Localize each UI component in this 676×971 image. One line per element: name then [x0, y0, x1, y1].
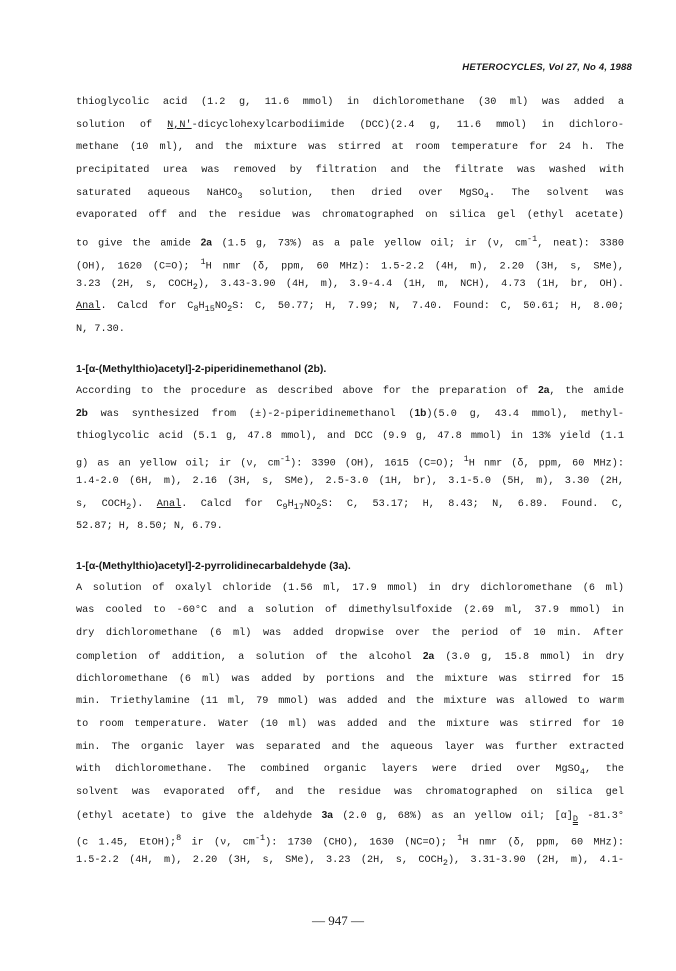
text-line: with dichloromethane. The combined organic layers were dried over MgSO$_4$, the — [76, 764, 624, 778]
text-line: thioglycolic acid (5.1 g, 47.8 mmol), and DCC (9.9 g, 47.8 mmol) in 13% yield (1.1 — [76, 430, 624, 442]
text-line: A solution of oxalyl chloride (1.56 ml, 17.9 mmol) in dry dichloromethane (6 ml) — [76, 582, 624, 594]
section-heading: 1-[α-(Methylthio)acetyl]-2-pyrrolidinecarbaldehyde (3a). — [76, 560, 351, 573]
text-line: According to the procedure as described above for the preparation of 2a, the amide — [76, 385, 624, 398]
text-line: 1.5-2.2 (4H, m), 2.20 (3H, s, SMe), 3.23 (2H, s, $COCH_2$), 3.31-3.90 (2H, m), 4.1- — [76, 855, 625, 869]
text-line: Anal. Calcd for $C_8H_{15}NO_2S$: C, 50.77; H, 7.99; N, 7.40. Found: C, 50.61; H, 8.00; — [76, 301, 625, 315]
text-line: (OH), 1620 (C=O); $^1$H nmr (δ, ppm, 60 MHz): 1.5-2.2 (4H, m), 2.20 (3H, s, SMe), — [76, 256, 625, 273]
text-line: 52.87; H, 8.50; N, 6.79. — [76, 521, 223, 533]
text-line: completion of addition, a solution of the alcohol 2a (3.0 g, 15.8 mmol) in dry — [76, 650, 624, 663]
text-line: dichloromethane (6 ml) was added by portions and the mixture was stirred for 15 — [76, 673, 624, 685]
text-line: saturated aqueous NaHCO$_3$ solution, then dried over MgSO$_4$. The solvent was — [76, 187, 624, 201]
text-line: was cooled to -60°C and a solution of dimethylsulfoxide (2.69 ml, 37.9 mmol) in — [76, 605, 624, 617]
text-line: solution of N,N′-dicyclohexylcarbodiimide (DCC)(2.4 g, 11.6 mmol) in dichloro- — [76, 119, 624, 131]
text-line: min. Triethylamine (11 ml, 79 mmol) was added and the mixture was allowed to warm — [76, 696, 624, 708]
text-line: to give the amide 2a (1.5 g, 73%) as a pale yellow oil; ir (ν, $cm^{-1}$, neat): 3380 — [76, 234, 624, 250]
text-line: s, $COCH_2$). Anal. Calcd for $C_9H_{17}NO_2S$: C, 53.17; H, 8.43; N, 6.89. Found. C, — [76, 498, 624, 512]
text-line: dry dichloromethane (6 ml) was added dropwise over the period of 10 min. After — [76, 628, 624, 640]
text-line: thioglycolic acid (1.2 g, 11.6 mmol) in dichloromethane (30 ml) was added a — [76, 97, 624, 108]
text-line: methane (10 ml), and the mixture was stirred at room temperature for 24 h. The — [76, 142, 624, 154]
text-line: precipitated urea was removed by filtration and the filtrate was washed with — [76, 165, 624, 177]
running-head: HETEROCYCLES, Vol 27, No 4, 1988 — [462, 62, 632, 73]
page-number: — 947 — — [312, 913, 364, 928]
section-heading: 1-[α-(Methylthio)acetyl]-2-piperidinemethanol (2b). — [76, 362, 327, 375]
article-body — [76, 92, 624, 873]
text-line: evaporated off and the residue was chromatographed on silica gel (ethyl acetate) — [76, 210, 624, 222]
text-line: to room temperature. Water (10 ml) was added and the mixture was stirred for 10 — [76, 718, 624, 730]
text-line: N, 7.30. — [76, 323, 125, 335]
text-line: 1.4-2.0 (6H, m), 2.16 (3H, s, SMe), 2.5-3.0 (1H, br), 3.1-5.0 (5H, m), 3.30 (2H, — [76, 476, 624, 487]
text-line: 2b was synthesized from (±)-2-piperidinemethanol (1b)(5.0 g, 43.4 mmol), methyl- — [76, 407, 624, 420]
text-line: (c 1.45, EtOH);$^8$ ir (ν, $cm^{-1}$): 1730 (CHO), 1630 (NC=O); $^1$H nmr (δ, ppm, 60 MHz): — [76, 833, 624, 849]
text-line: g) as an yellow oil; ir (ν, $cm^{-1}$): 3390 (OH), 1615 (C=O); $^1$H nmr (δ, ppm, 60 MHz): — [76, 454, 624, 470]
text-line: min. The organic layer was separated and the aqueous layer was further extracted — [76, 741, 624, 753]
text-line: solvent was evaporated off, and the residue was chromatographed on silica gel — [76, 786, 624, 798]
text-line: 3.23 (2H, s, $COCH_2$), 3.43-3.90 (4H, m), 3.9-4.4 (1H, m, NCH), 4.73 (1H, br, OH). — [76, 278, 624, 292]
text-line: (ethyl acetate) to give the aldehyde 3a (2.0 g, 68%) as an yellow oil; $[\alpha]_D$ -81.3° — [76, 809, 624, 824]
